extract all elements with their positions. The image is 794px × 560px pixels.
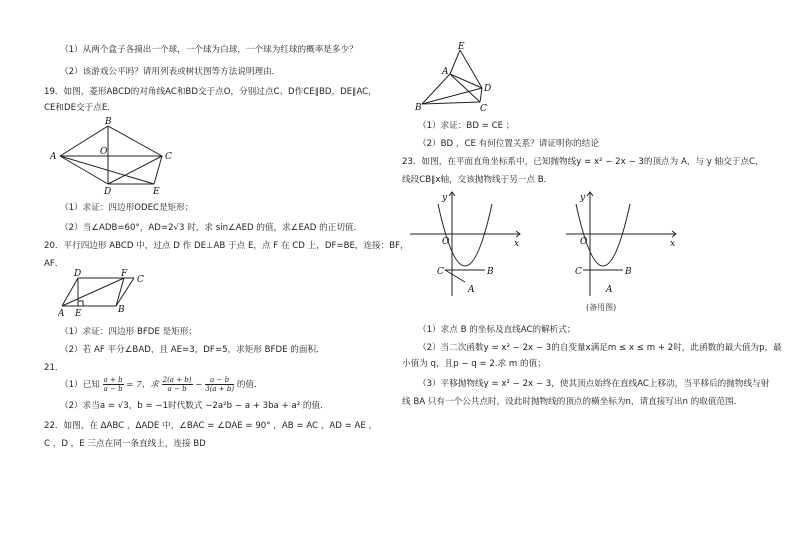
q22-stem-line1: 22．如图，在 ΔABC ，ΔADE 中，∠BAC = ∠DAE = 90° ，AB = AC ，AD = AE ，	[44, 421, 378, 431]
q21-part1	[60, 376, 263, 394]
segment-ad	[62, 278, 78, 306]
segment-af	[62, 278, 124, 306]
label-d: D	[484, 84, 492, 94]
fraction-a-plus-b-over-a-minus-b: $\frac{a + b}{a - b}$	[103, 376, 123, 393]
q23-part3-line2: 线 BA 只有一个公共点时，设此时抛物线的顶点的横坐标为n，请直接写出n 的取值范围．	[402, 397, 743, 407]
label-c: C	[437, 267, 444, 277]
label-d: D	[104, 187, 112, 196]
segment-ea	[450, 50, 460, 74]
q22-stem-line2: C ，D ，E 三点在同一条直线上，连接 BD	[44, 439, 206, 449]
label-b: B	[415, 103, 422, 112]
right-angle-mark	[78, 301, 83, 306]
segment-da	[60, 156, 108, 184]
segment-ca	[445, 270, 465, 282]
y-axis-label: y	[442, 193, 448, 203]
q20-stem-line2: AF．	[44, 259, 64, 269]
q23-part2-line1: （2）当二次函数y = x² − 2x − 3的自变量x满足m ≤ x ≤ m + 2时，此函数的最大值为p，最	[418, 343, 782, 353]
y-axis-label: y	[580, 193, 586, 203]
q19-part2: （2）当∠ADB=60°，AD=2√3 时，求 sin∠AED 的值，求∠EAD 的正切值．	[60, 223, 363, 233]
parabola-curve	[438, 204, 492, 266]
q23-stem-line2: 线段CB∥x轴，交该抛物线于另一点 B．	[402, 175, 553, 185]
label-b: B	[118, 305, 125, 315]
q21-part1-prefix: （1）已知	[60, 380, 100, 390]
q23-part1: （1）求点 B 的坐标及直线AC的解析式；	[418, 325, 576, 335]
label-c: C	[575, 267, 582, 277]
label-c: C	[480, 104, 487, 112]
segment-ed	[460, 50, 482, 88]
segment-ab	[422, 74, 450, 104]
fraction-2ab-over-a-minus-b: $\frac{2(a + b)}{a - b}$	[162, 376, 192, 393]
backup-figure-caption: (备用图)	[586, 303, 617, 312]
label-f: F	[121, 269, 128, 279]
segment-ac	[450, 74, 480, 102]
segment-cd	[108, 156, 162, 184]
q18-part1: （1）从两个盒子各摸出一个球，一个球为白球，一个球为红球的概率是多少？	[60, 45, 358, 55]
label-b: B	[625, 267, 632, 277]
label-e: E	[153, 187, 160, 196]
label-c: C	[137, 275, 144, 285]
q22-part1: （1）求证：BD = CE ；	[418, 121, 515, 131]
label-a: A	[606, 285, 613, 295]
q23-part2-line2: 小值为 q，且p − q = 2.求 m 的值；	[402, 359, 546, 369]
q21-label: 21．	[44, 363, 64, 373]
segment-dc	[480, 88, 482, 102]
segment-ae	[60, 156, 154, 184]
parabola-curve	[576, 204, 630, 266]
q23-stem-line1: 23．如图，在平面直角坐标系中，已知抛物线y = x² − 2x − 3的顶点为 A，与 y 轴交于点C，	[402, 157, 764, 167]
parallelogram-figure	[58, 268, 158, 320]
q18-part2: （2）该游戏公平吗？请用列表或树状图等方法说明理由．	[60, 67, 281, 77]
label-o: O	[100, 147, 108, 157]
segment-bc	[422, 102, 480, 104]
segment-ad	[450, 74, 482, 88]
q21-part1-condition: = 7，求	[126, 380, 159, 390]
fraction-a-minus-b-over-3ab: $\frac{a - b}{3(a + b)}$	[205, 376, 235, 393]
label-c: C	[165, 152, 172, 162]
q21-part2: （2）求当a = √3，b = −1时代数式 −2a²b − a + 3ba + a² 的值．	[60, 401, 329, 411]
parabola-graph	[408, 188, 528, 300]
q22-part2: （2）BD ，CE 有何位置关系？请证明你的结论	[418, 139, 599, 149]
q20-part2: （2）若 AF 平分∠BAD，且 AE=3，DF=5，求矩形 BFDE 的面积．	[60, 345, 325, 355]
label-a: A	[442, 67, 449, 77]
label-a: A	[468, 285, 475, 295]
q21-part1-suffix: 的值．	[236, 380, 263, 390]
label-b: B	[487, 267, 494, 277]
q20-stem-line1: 20．平行四边形 ABCD 中，过点 D 作 DE⊥AB 于点 E，点 F 在 CD 上，DF=BE，连接：BF，	[44, 241, 409, 251]
segment-ce	[154, 156, 162, 184]
q20-part1: （1）求证：四边形 BFDE 是矩形；	[60, 327, 197, 337]
rhombus-figure	[50, 116, 180, 196]
minus-sign: −	[195, 380, 203, 390]
label-e: E	[75, 309, 82, 319]
q23-part3-line1: （3）平移抛物线y = x² − 2x − 3，使其顶点始终在直线AC上移动，当平移后的抛物线与射	[418, 379, 770, 389]
q19-part1: （1）求证：四边形ODEC是矩形；	[60, 203, 194, 213]
label-b: B	[105, 117, 112, 127]
label-a: A	[58, 309, 65, 319]
label-e: E	[458, 42, 465, 52]
origin-label: O	[442, 237, 450, 247]
backup-parabola-graph	[564, 188, 684, 314]
label-a: A	[50, 152, 57, 162]
segment-bc	[108, 126, 162, 156]
triangles-figure	[414, 42, 504, 112]
x-axis-label: x	[514, 239, 520, 249]
segment-fb	[116, 278, 124, 306]
origin-label: O	[580, 237, 588, 247]
x-axis-label: x	[670, 239, 676, 249]
q19-stem-line2: CE和DE交于点E．	[44, 103, 116, 113]
label-d: D	[74, 269, 82, 279]
segment-cb	[116, 278, 134, 306]
q19-stem-line1: 19．如图，菱形ABCD的对角线AC和BD交于点O，分别过点C、D作CE∥BD，DE∥AC，	[44, 87, 377, 97]
